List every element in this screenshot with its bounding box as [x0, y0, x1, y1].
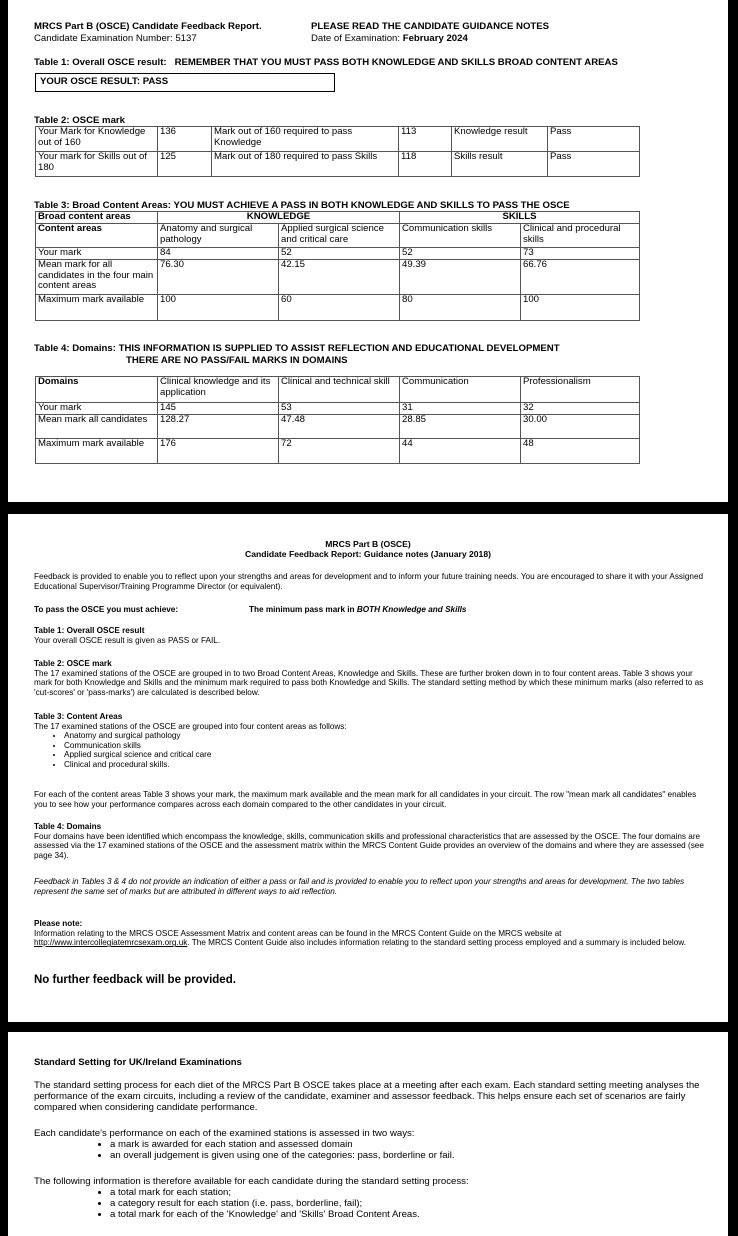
table-row	[36, 152, 640, 177]
section-heading: Table 4: Domains	[34, 822, 102, 831]
candidate-number-label: Candidate Examination Number:	[34, 33, 173, 44]
table-row	[36, 415, 640, 439]
table-header-cell: Communication	[400, 377, 521, 403]
table1-caption-prefix: Table 1: Overall OSCE result:	[34, 57, 167, 68]
table-cell: Pass	[548, 127, 640, 152]
candidate-number	[34, 33, 197, 44]
table-cell: 52	[279, 248, 400, 260]
table-cell: Pass	[548, 152, 640, 177]
available-information	[34, 1176, 714, 1220]
table-cell: Mark out of 180 required to pass Skills	[212, 152, 399, 177]
table4-caption-prefix: Table 4: Domains:	[34, 343, 116, 354]
knowledge-group-header: KNOWLEDGE	[158, 212, 400, 224]
section-text: The 17 examined stations of the OSCE are grouped in to two Broad Content Areas, Knowledge and Skills. These are further broken down in to four content areas. Table 3 shows your mark for both Knowledge and Skills and the minimum mark required to pass both Knowledge and Skills. The standard setting method by which these minimum marks (also referred to as 'cut-scores' or 'pass-marks') are calculated is described below.	[34, 668, 704, 697]
section-heading: Table 3: Content Areas	[34, 712, 123, 721]
report-page	[8, 0, 728, 502]
table-cell: Skills result	[452, 152, 548, 177]
skills-group-header: SKILLS	[400, 212, 640, 224]
table-cell: Mark out of 160 required to pass Knowledge	[212, 127, 399, 152]
table-cell: 84	[158, 248, 279, 260]
table-header-cell: Clinical and procedural skills	[521, 224, 640, 248]
list-item: • Applied surgical science and critical care	[64, 750, 704, 760]
section-text: The 17 examined stations of the OSCE are grouped into four content areas as follows:	[34, 721, 347, 731]
table-row	[36, 127, 640, 152]
table-cell: Broad content areas	[36, 212, 158, 224]
section-text: Each candidate's performance on each of the examined stations is assessed in two ways:	[34, 1128, 415, 1139]
table-cell: 66.76	[521, 260, 640, 295]
table-cell: 76.30	[158, 260, 279, 295]
table-cell: 136	[158, 127, 212, 152]
assessment-ways-list	[34, 1139, 714, 1161]
section-text	[34, 929, 704, 948]
pass-requirement-rule	[249, 605, 466, 615]
table1-caption	[34, 57, 618, 68]
table-cell: Knowledge result	[452, 127, 548, 152]
osce-mark-table	[35, 126, 640, 177]
guidance-title: MRCS Part B (OSCE)	[325, 539, 411, 549]
table-cell: 72	[279, 439, 400, 464]
table-cell: 28.85	[400, 415, 521, 439]
guidance-table4-section	[34, 822, 704, 860]
table-header-cell: Content areas	[36, 224, 158, 248]
table-cell: 42.15	[279, 260, 400, 295]
standard-setting-page	[8, 1032, 728, 1236]
table-cell: Maximum mark available	[36, 439, 158, 464]
guidance-table3-section	[34, 712, 704, 770]
table-header-cell: Communication skills	[400, 224, 521, 248]
exam-date-label: Date of Examination:	[311, 33, 401, 44]
table2-caption: Table 2: OSCE mark	[34, 115, 125, 126]
table-cell: 48	[521, 439, 640, 464]
standard-setting-intro: The standard setting process for each diet of the MRCS Part B OSCE takes place at a meeting after each exam. Each standard setting meeting analyses the performance of the exam circuits, including a review of the candidate, examiner and assessor feedback. This helps ensure each set of scenarios are fairly compared when considering candidate performance.	[34, 1080, 700, 1113]
guidance-table3-explanation: For each of the content areas Table 3 shows your mark, the maximum mark available and the mean mark for all candidates in your circuit. The row "mean mark all candidates" enables you to see how your performance compares across each domain compared to the other candidates in your circuit.	[34, 790, 697, 809]
available-information-list	[34, 1187, 714, 1220]
list-item: • a category result for each station (i.e. pass, borderline, fail);	[110, 1198, 714, 1209]
candidate-number-value: 5137	[175, 33, 197, 44]
table-cell: 60	[279, 295, 400, 321]
guidance-please-note	[34, 919, 704, 948]
list-item: • a total mark for each station;	[110, 1187, 714, 1198]
table-header-row	[36, 224, 640, 248]
list-item: • an overall judgement is given using one of the categories: pass, borderline or fail.	[110, 1150, 714, 1161]
section-heading: Table 2: OSCE mark	[34, 659, 112, 668]
note-text-1: Information relating to the MRCS OSCE Assessment Matrix and content areas can be found in the MRCS Content Guide on the MRCS website at	[34, 928, 562, 938]
table-cell: Your mark	[36, 248, 158, 260]
table4-caption-line1: THIS INFORMATION IS SUPPLIED TO ASSIST REFLECTION AND EDUCATIONAL DEVELOPMENT	[118, 343, 560, 354]
section-text: Four domains have been identified which encompass the knowledge, skills, communication skills and professional characteristics that are assessed by the OSCE. The four domains are assessed via the 17 examined stations of the OSCE and the assessment matrix within the MRCS Content Guide provides an overview of the domains and where they are assessed (see page 34).	[34, 831, 704, 860]
exam-date	[311, 33, 468, 44]
table-cell: 145	[158, 403, 279, 415]
table-cell: Your Mark for Knowledge out of 160	[36, 127, 158, 152]
table-row	[36, 439, 640, 464]
table-cell: 73	[521, 248, 640, 260]
table-cell: 44	[400, 439, 521, 464]
table-cell: 47.48	[279, 415, 400, 439]
guidance-intro: Feedback is provided to enable you to reflect upon your strengths and areas for development and to inform your future training needs. You are encouraged to share it with your Assigned Educational Supervisor/Training Programme Director (or equivalent).	[34, 572, 704, 591]
table1-caption-notice: REMEMBER THAT YOU MUST PASS BOTH KNOWLEDGE AND SKILLS BROAD CONTENT AREAS	[174, 57, 618, 68]
table-row	[36, 403, 640, 415]
guidance-table1-section	[34, 626, 704, 645]
table4-caption	[34, 343, 560, 354]
table-cell: Mean mark all candidates	[36, 415, 158, 439]
note-text-2: . The MRCS Content Guide also includes information relating to the standard setting process employed and a summary is included below.	[187, 938, 687, 948]
table-header-cell: Domains	[36, 377, 158, 403]
report-title: MRCS Part B (OSCE) Candidate Feedback Report.	[34, 21, 262, 32]
table-cell: 31	[400, 403, 521, 415]
table-row	[36, 295, 640, 321]
content-areas-list	[34, 731, 704, 769]
table3-caption: Table 3: Broad Content Areas: YOU MUST ACHIEVE A PASS IN BOTH KNOWLEDGE AND SKILLS TO PASS THE OSCE	[34, 200, 570, 211]
guidance-page	[8, 514, 728, 1022]
table-cell: 100	[521, 295, 640, 321]
table-header-cell: Clinical and technical skill	[279, 377, 400, 403]
table-header-cell: Applied surgical science and critical care	[279, 224, 400, 248]
table-cell: 32	[521, 403, 640, 415]
table-cell: Your mark	[36, 403, 158, 415]
standard-setting-heading: Standard Setting for UK/Ireland Examinations	[34, 1057, 242, 1068]
exam-date-value: February 2024	[402, 33, 468, 44]
table-cell: 125	[158, 152, 212, 177]
table-cell: 176	[158, 439, 279, 464]
guidance-italic-note: Feedback in Tables 3 & 4 do not provide an indication of either a pass or fail and is provided to enable you to reflect upon your strengths and areas for development. The two tables represent the same set of marks but are attributed in different ways to aid reflection.	[34, 877, 685, 896]
guidance-notice: PLEASE READ THE CANDIDATE GUIDANCE NOTES	[311, 21, 550, 32]
table-cell: 118	[399, 152, 452, 177]
table-cell: 128.27	[158, 415, 279, 439]
list-item: • Communication skills	[64, 741, 704, 751]
table4-caption-line2: THERE ARE NO PASS/FAIL MARKS IN DOMAINS	[126, 355, 348, 366]
section-heading: Table 1: Overall OSCE result	[34, 626, 145, 635]
table-cell: 49.39	[400, 260, 521, 295]
overall-result-box: YOUR OSCE RESULT: PASS	[35, 73, 335, 92]
table-cell: Mean mark for all candidates in the four main content areas	[36, 260, 158, 295]
assessment-ways	[34, 1128, 714, 1161]
pass-rule-prefix: The minimum pass mark in	[249, 605, 357, 614]
table-cell: Your mark for Skills out of 180	[36, 152, 158, 177]
table-header-cell: Professionalism	[521, 377, 640, 403]
table-header-cell: Clinical knowledge and its application	[158, 377, 279, 403]
table-header-cell: Anatomy and surgical pathology	[158, 224, 279, 248]
section-text: The following information is therefore available for each candidate during the standard setting process:	[34, 1176, 469, 1187]
table-cell: 52	[400, 248, 521, 260]
table-cell: 53	[279, 403, 400, 415]
closing-statement: No further feedback will be provided.	[34, 974, 236, 986]
section-text: Your overall OSCE result is given as PASS or FAIL.	[34, 635, 221, 645]
list-item: • Clinical and procedural skills.	[64, 760, 704, 770]
pass-rule-emphasis: BOTH Knowledge and Skills	[356, 605, 467, 614]
pass-requirement-label: To pass the OSCE you must achieve:	[34, 605, 179, 614]
table-cell: 30.00	[521, 415, 640, 439]
table-group-header	[36, 212, 640, 224]
guidance-subtitle: Candidate Feedback Report: Guidance notes (January 2018)	[245, 549, 491, 559]
table-cell: 80	[400, 295, 521, 321]
domains-table	[35, 376, 640, 464]
table-cell: 100	[158, 295, 279, 321]
section-heading: Please note:	[34, 919, 83, 928]
content-areas-table	[35, 211, 640, 321]
table-row	[36, 260, 640, 295]
table-cell: Maximum mark available	[36, 295, 158, 321]
mrcs-website-link[interactable]: http://www.intercollegiatemrcsexam.org.uk	[34, 938, 188, 948]
list-item: • Anatomy and surgical pathology	[64, 731, 704, 741]
table-row	[36, 248, 640, 260]
list-item: • a total mark for each of the 'Knowledge' and 'Skills' Broad Content Areas.	[110, 1209, 714, 1220]
guidance-table2-section	[34, 659, 704, 697]
table-cell: 113	[399, 127, 452, 152]
table-header-row	[36, 377, 640, 403]
list-item: • a mark is awarded for each station and assessed domain	[110, 1139, 714, 1150]
